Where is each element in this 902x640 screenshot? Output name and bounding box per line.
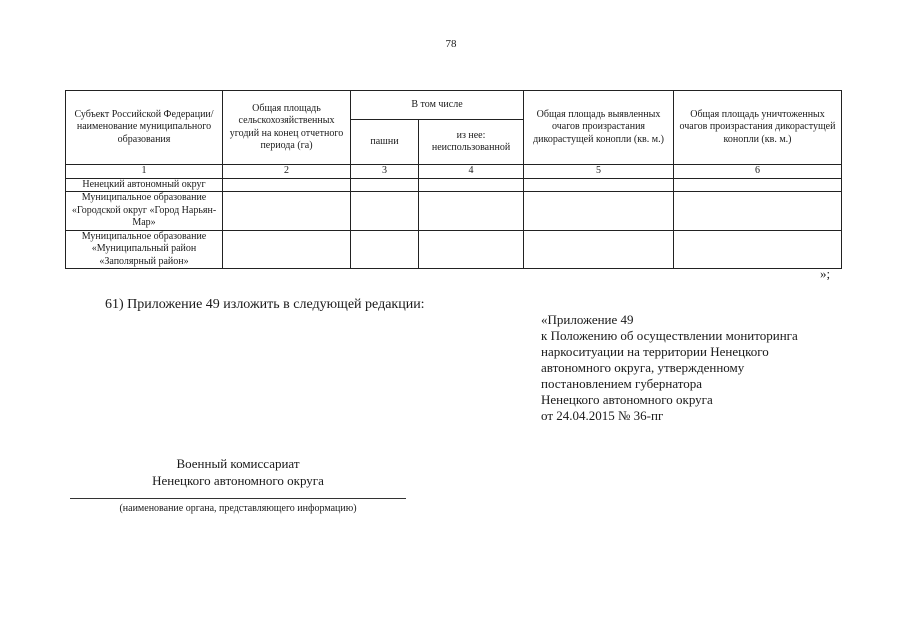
table-cell bbox=[419, 192, 524, 231]
row-label-naryan-mar: Муниципальное образование «Городской округ «Город Нарьян-Мар» bbox=[66, 192, 223, 231]
appendix-line: постановлением губернатора bbox=[541, 376, 703, 391]
monitoring-table bbox=[65, 90, 842, 269]
row-label-nao: Ненецкий автономный округ bbox=[66, 178, 223, 192]
table-cell bbox=[419, 230, 524, 269]
table-cell bbox=[351, 192, 419, 231]
table-cell bbox=[223, 178, 351, 192]
table-cell bbox=[674, 192, 842, 231]
organization-caption: (наименование органа, представляющего информацию) bbox=[119, 503, 357, 514]
header-total-area: Общая площадь сельскохозяйственных угодий на конец отчетного периода (га) bbox=[223, 91, 351, 165]
closing-quote: »; bbox=[820, 266, 831, 281]
header-including: В том числе bbox=[351, 91, 524, 120]
organization-name bbox=[70, 455, 406, 489]
appendix-line: от 24.04.2015 № 36-пг bbox=[541, 408, 664, 423]
table-cell bbox=[524, 192, 674, 231]
table-cell bbox=[674, 230, 842, 269]
appendix-line: Ненецкого автономного округа bbox=[541, 392, 713, 407]
table-row bbox=[66, 192, 842, 231]
table-cell bbox=[223, 192, 351, 231]
column-number: 2 bbox=[223, 165, 351, 179]
row-label-zapolyarny: Муниципальное образование «Муниципальный район «Заполярный район» bbox=[66, 230, 223, 269]
table-cell bbox=[524, 230, 674, 269]
appendix-line: наркоситуации на территории Ненецкого bbox=[541, 344, 769, 359]
table-cell bbox=[223, 230, 351, 269]
table-row bbox=[66, 230, 842, 269]
column-number: 3 bbox=[351, 165, 419, 179]
table-cell bbox=[419, 178, 524, 192]
organization-name-line: Военный комиссариат bbox=[176, 456, 300, 471]
appendix-heading bbox=[541, 312, 841, 424]
header-unused: из нее: неиспользованной bbox=[419, 120, 524, 165]
column-number: 1 bbox=[66, 165, 223, 179]
organization-name-line: Ненецкого автономного округа bbox=[152, 473, 324, 488]
header-subject: Субъект Российской Федерации/ наименование муниципального образования bbox=[66, 91, 223, 165]
column-number: 6 bbox=[674, 165, 842, 179]
appendix-line: «Приложение 49 bbox=[541, 312, 634, 327]
column-number: 5 bbox=[524, 165, 674, 179]
table-cell bbox=[351, 230, 419, 269]
header-arable: пашни bbox=[351, 120, 419, 165]
column-number-row bbox=[66, 165, 842, 179]
header-destroyed-area: Общая площадь уничтоженных очагов произрастания дикорастущей конопли (кв. м.) bbox=[674, 91, 842, 165]
table-cell bbox=[524, 178, 674, 192]
paragraph-61: 61) Приложение 49 изложить в следующей редакции: bbox=[105, 297, 425, 312]
page-number: 78 bbox=[445, 38, 457, 50]
table-cell bbox=[674, 178, 842, 192]
table-row bbox=[66, 178, 842, 192]
signature-line bbox=[70, 498, 406, 499]
column-number: 4 bbox=[419, 165, 524, 179]
appendix-line: автономного округа, утвержденному bbox=[541, 360, 745, 375]
appendix-line: к Положению об осуществлении мониторинга bbox=[541, 328, 798, 343]
table-cell bbox=[351, 178, 419, 192]
header-detected-area: Общая площадь выявленных очагов произрастания дикорастущей конопли (кв. м.) bbox=[524, 91, 674, 165]
